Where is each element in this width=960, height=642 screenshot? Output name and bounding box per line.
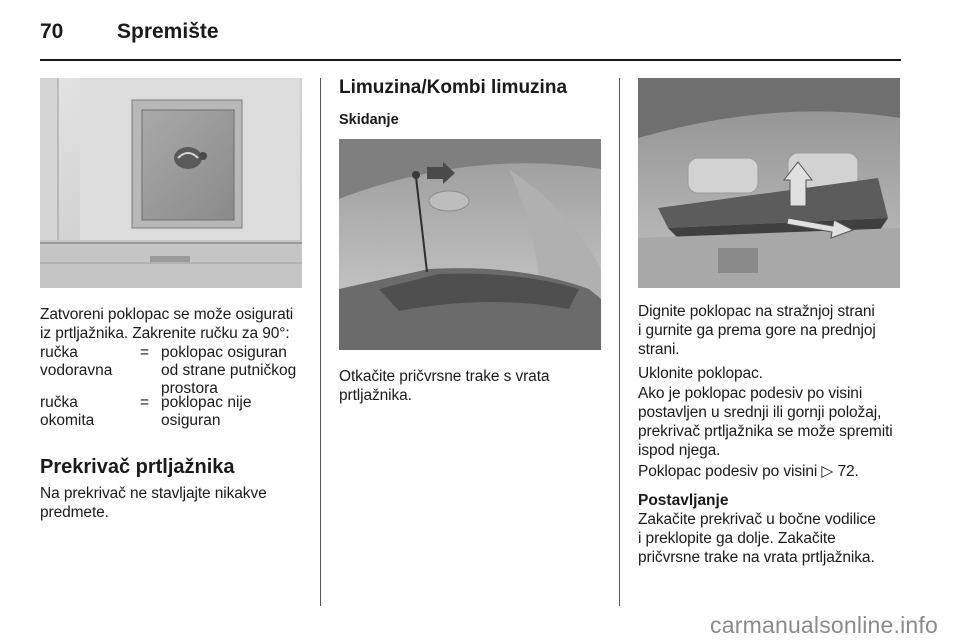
photo-cover-lock — [40, 78, 302, 288]
photo-strap-detach — [339, 139, 601, 350]
subsection-heading: Postavljanje — [638, 492, 729, 509]
definition-row: ručka vodoravna = poklopac osiguran od strane putničkog prostora — [40, 344, 297, 397]
page-reference-icon: ▷ — [821, 463, 834, 480]
right-paragraph-3: Ako je poklopac podesiv po visini postavljen u srednji ili gornji položaj, prekrivač prtljažnika se može spremiti ispod njega. — [638, 385, 893, 459]
subsection-heading: Skidanje — [339, 112, 399, 128]
right-paragraph-5: Zakačite prekrivač u bočne vodilice i preklopite ga dolje. Zakačite pričvrsne trake na vrata prtljažnika. — [638, 511, 876, 566]
right-paragraph-4: Poklopac podesiv po visini ▷ 72. — [638, 463, 859, 480]
left-caption: Zatvoreni poklopac se može osigurati iz prtljažnika. Zakrenite ručku za 90°: — [40, 306, 294, 342]
photo-lift-cover — [638, 78, 900, 288]
header-rule — [40, 59, 901, 61]
middle-caption: Otkačite pričvrsne trake s vrata prtljažnika. — [339, 368, 550, 404]
watermark: carmanualsonline.info — [710, 612, 938, 638]
page-reference-link[interactable]: 72. — [837, 463, 859, 480]
left-paragraph: Na prekrivač ne stavljajte nikakve predmete. — [40, 485, 267, 521]
definition-list — [40, 344, 311, 430]
column-divider — [320, 78, 321, 606]
section-heading: Prekrivač prtljažnika — [40, 456, 235, 478]
page-number: 70 — [40, 20, 64, 43]
definition-row: ručka okomita = poklopac nije osiguran — [40, 394, 252, 429]
page-title: Spremište — [117, 20, 219, 43]
right-paragraph-1: Dignite poklopac na stražnjoj strani i gurnite ga prema gore na prednjoj strani. — [638, 303, 876, 358]
right-paragraph-2: Uklonite poklopac. — [638, 365, 763, 382]
column-divider — [619, 78, 620, 606]
section-heading: Limuzina/Kombi limuzina — [339, 77, 568, 98]
